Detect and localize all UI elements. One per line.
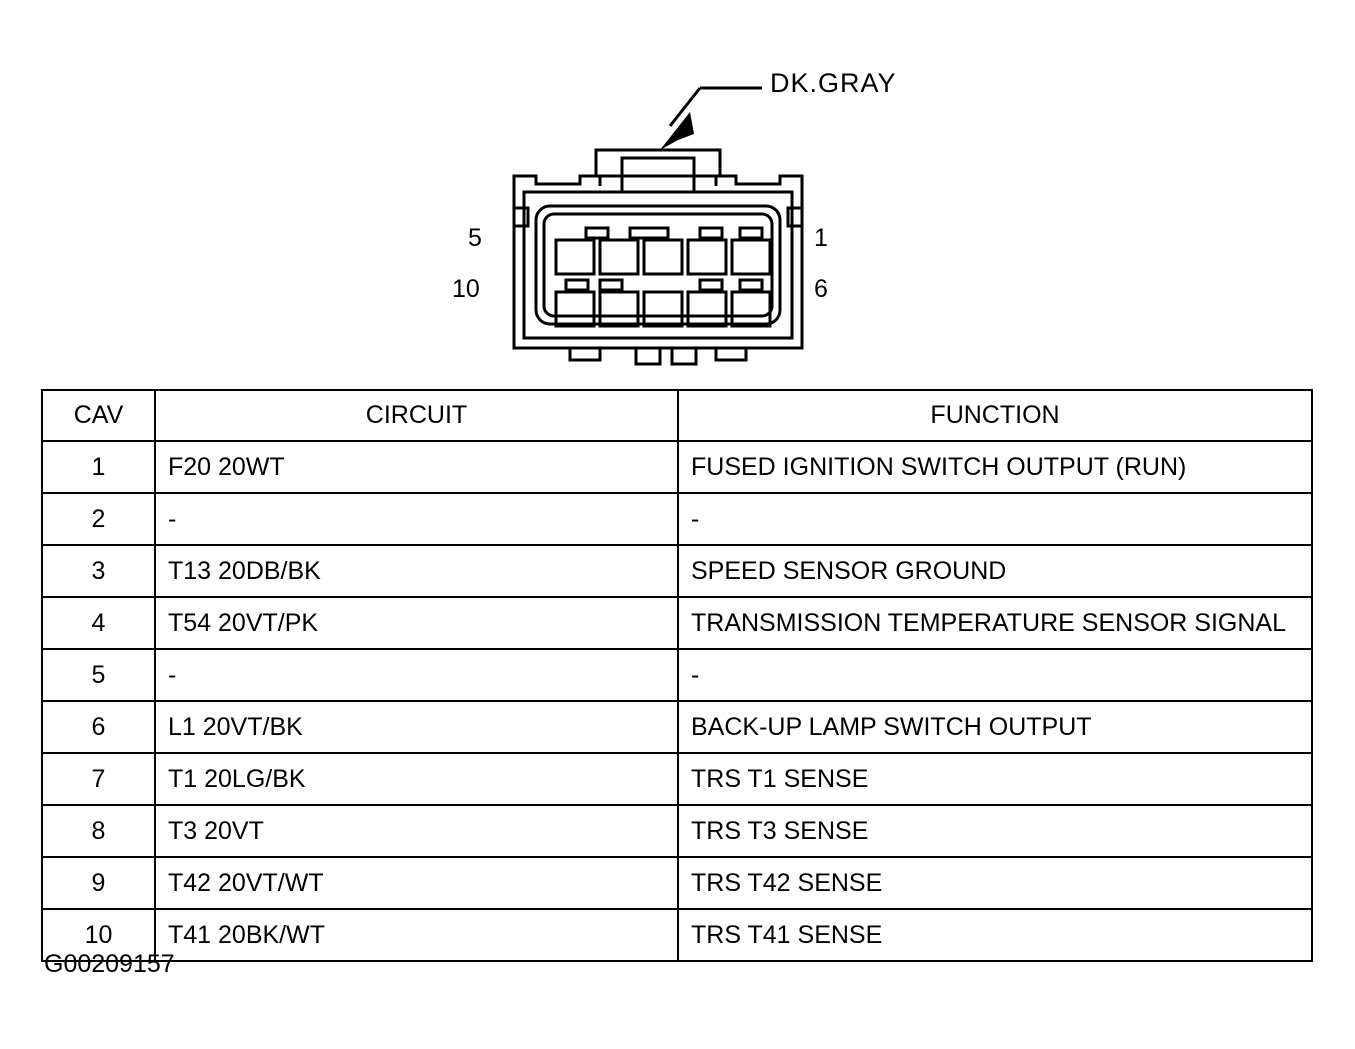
connector-diagram bbox=[0, 0, 1355, 385]
cell-circuit: T54 20VT/PK bbox=[155, 597, 678, 649]
table-header-row bbox=[42, 390, 1312, 441]
cell-cav: 8 bbox=[42, 805, 155, 857]
table-row bbox=[42, 701, 1312, 753]
cell-function: TRS T42 SENSE bbox=[678, 857, 1312, 909]
cell-function: TRS T41 SENSE bbox=[678, 909, 1312, 961]
table-row bbox=[42, 545, 1312, 597]
table-row bbox=[42, 597, 1312, 649]
cell-function: TRS T1 SENSE bbox=[678, 753, 1312, 805]
column-header-cav: CAV bbox=[42, 390, 155, 441]
cell-circuit: T42 20VT/WT bbox=[155, 857, 678, 909]
cell-function: TRS T3 SENSE bbox=[678, 805, 1312, 857]
column-header-function: FUNCTION bbox=[678, 390, 1312, 441]
cell-cav: 7 bbox=[42, 753, 155, 805]
table-row bbox=[42, 441, 1312, 493]
cell-cav: 2 bbox=[42, 493, 155, 545]
cell-cav: 5 bbox=[42, 649, 155, 701]
cell-circuit: T3 20VT bbox=[155, 805, 678, 857]
cell-cav: 10 bbox=[42, 909, 155, 961]
table-row bbox=[42, 493, 1312, 545]
cell-function: FUSED IGNITION SWITCH OUTPUT (RUN) bbox=[678, 441, 1312, 493]
cell-cav: 3 bbox=[42, 545, 155, 597]
figure-id: G00209157 bbox=[44, 950, 175, 978]
cell-function: BACK-UP LAMP SWITCH OUTPUT bbox=[678, 701, 1312, 753]
pinout-table bbox=[41, 389, 1313, 962]
cell-circuit: F20 20WT bbox=[155, 441, 678, 493]
cell-circuit: T1 20LG/BK bbox=[155, 753, 678, 805]
pin-marker-bottom-right: 6 bbox=[814, 275, 828, 303]
cell-cav: 1 bbox=[42, 441, 155, 493]
pin-marker-top-right: 1 bbox=[814, 224, 828, 252]
cell-cav: 4 bbox=[42, 597, 155, 649]
cell-function: - bbox=[678, 493, 1312, 545]
table-header bbox=[42, 390, 1312, 441]
cell-function: TRANSMISSION TEMPERATURE SENSOR SIGNAL bbox=[678, 597, 1312, 649]
pin-marker-top-left: 5 bbox=[468, 224, 482, 252]
cell-cav: 9 bbox=[42, 857, 155, 909]
table-body bbox=[42, 441, 1312, 961]
table-row bbox=[42, 649, 1312, 701]
cell-cav: 6 bbox=[42, 701, 155, 753]
cell-function: - bbox=[678, 649, 1312, 701]
cell-circuit: - bbox=[155, 493, 678, 545]
connector-drawing bbox=[0, 0, 1355, 385]
table-row bbox=[42, 857, 1312, 909]
column-header-circuit: CIRCUIT bbox=[155, 390, 678, 441]
connector-color-label: DK.GRAY bbox=[770, 68, 897, 98]
table-row bbox=[42, 805, 1312, 857]
cell-circuit: L1 20VT/BK bbox=[155, 701, 678, 753]
cell-circuit: T13 20DB/BK bbox=[155, 545, 678, 597]
cell-circuit: T41 20BK/WT bbox=[155, 909, 678, 961]
cell-function: SPEED SENSOR GROUND bbox=[678, 545, 1312, 597]
table-row bbox=[42, 909, 1312, 961]
table-row bbox=[42, 753, 1312, 805]
cell-circuit: - bbox=[155, 649, 678, 701]
pin-marker-bottom-left: 10 bbox=[452, 275, 480, 303]
